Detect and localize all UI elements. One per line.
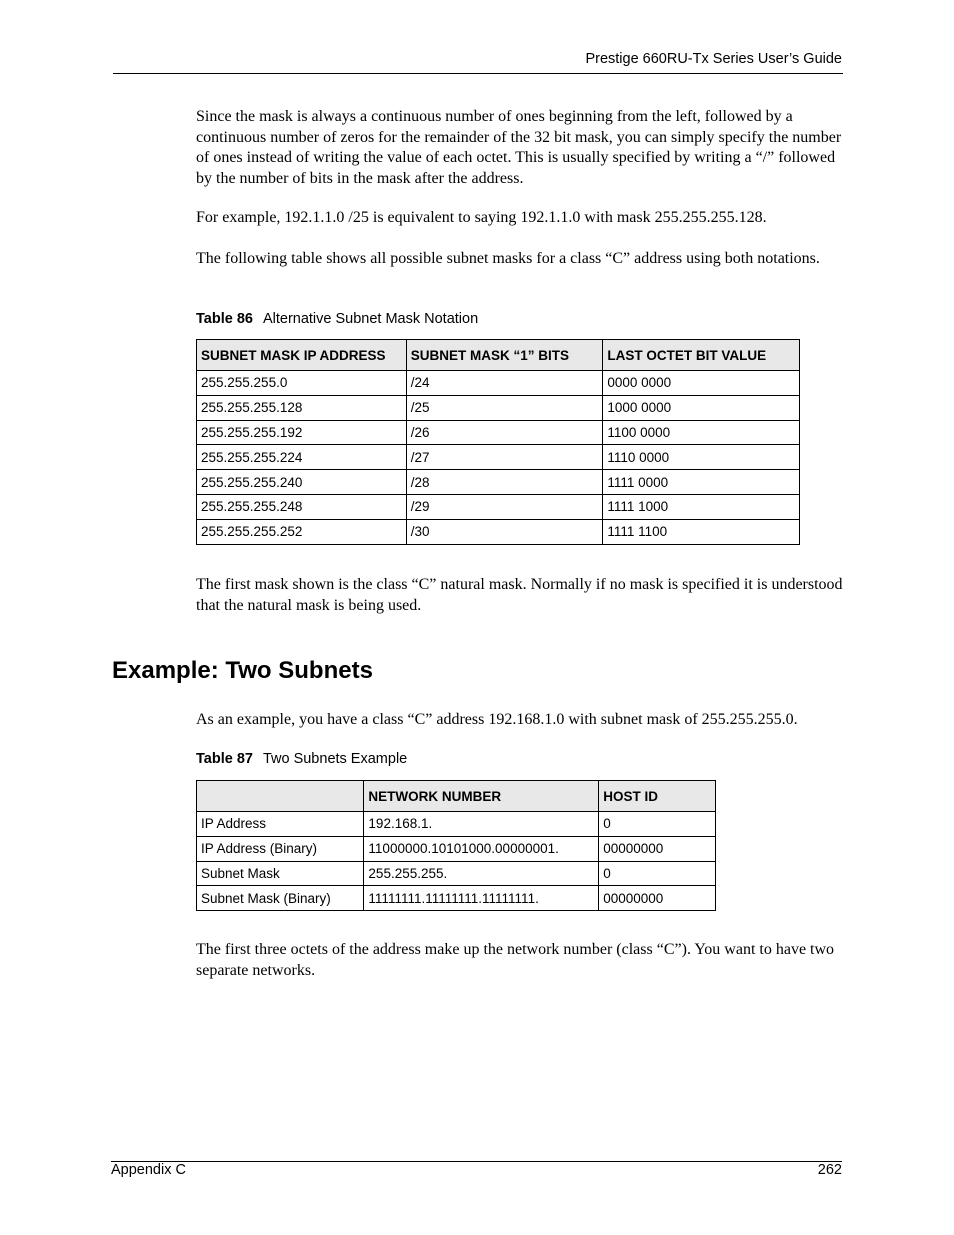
- table-row: [197, 886, 716, 911]
- table-cell: 255.255.255.0: [197, 371, 407, 396]
- table-cell: 255.255.255.128: [197, 395, 407, 420]
- page-number: 262: [817, 1162, 842, 1178]
- table-cell: 1111 1000: [603, 494, 800, 519]
- paragraph-network-number: The first three octets of the address make up the network number (class “C”). You want to have two separate networks.: [196, 941, 835, 979]
- table-cell: /25: [406, 395, 603, 420]
- table-cell: 1111 1100: [603, 519, 800, 544]
- column-header: HOST ID: [599, 781, 716, 812]
- table-cell: 0000 0000: [603, 371, 800, 396]
- table-cell: 1111 0000: [603, 470, 800, 495]
- table-cell: 255.255.255.: [364, 861, 599, 886]
- table-row: [197, 836, 716, 861]
- table-row: [197, 445, 800, 470]
- table-87: [196, 780, 716, 911]
- table-cell: 255.255.255.248: [197, 494, 407, 519]
- table-row: [197, 470, 800, 495]
- table-86-title: Alternative Subnet Mask Notation: [262, 311, 479, 327]
- table-cell: 11000000.10101000.00000001.: [364, 836, 599, 861]
- table-87-title: Two Subnets Example: [262, 751, 408, 767]
- table-cell: /30: [406, 519, 603, 544]
- table-cell: /26: [406, 420, 603, 445]
- table-87-caption: [196, 751, 407, 767]
- table-cell: 0: [599, 812, 716, 837]
- table-cell: 255.255.255.224: [197, 445, 407, 470]
- paragraph-natural-mask: The first mask shown is the class “C” natural mask. Normally if no mask is specified it is understood that the natural mask is being used.: [196, 576, 843, 614]
- column-header: LAST OCTET BIT VALUE: [603, 340, 800, 371]
- table-cell: /29: [406, 494, 603, 519]
- table-cell: Subnet Mask (Binary): [197, 886, 364, 911]
- table-cell: Subnet Mask: [197, 861, 364, 886]
- paragraph-mask-notation: Since the mask is always a continuous number of ones beginning from the left, followed by a continuous number of zeros for the remainder of the 32 bit mask, you can simply specify the number of ones instead of writing the value of each octet. This is usually specified by writing a “/” followed by the number of bits in the mask after the address.: [196, 108, 842, 187]
- table-header-row: [197, 340, 800, 371]
- table-cell: 11111111.11111111.11111111.: [364, 886, 599, 911]
- table-cell: 255.255.255.252: [197, 519, 407, 544]
- table-cell: /24: [406, 371, 603, 396]
- table-cell: 0: [599, 861, 716, 886]
- table-cell: 255.255.255.192: [197, 420, 407, 445]
- column-header: NETWORK NUMBER: [364, 781, 599, 812]
- footer-rule: [111, 1161, 842, 1162]
- column-header: SUBNET MASK “1” BITS: [406, 340, 603, 371]
- table-row: [197, 420, 800, 445]
- table-row: [197, 519, 800, 544]
- table-row: [197, 371, 800, 396]
- paragraph-example: For example, 192.1.1.0 /25 is equivalent to saying 192.1.1.0 with mask 255.255.255.128.: [196, 209, 767, 226]
- running-header: Prestige 660RU-Tx Series User’s Guide: [585, 51, 842, 67]
- column-header: [197, 781, 364, 812]
- table-87-number: Table 87: [196, 751, 253, 767]
- table-cell: 00000000: [599, 836, 716, 861]
- paragraph-two-subnets-intro: As an example, you have a class “C” address 192.168.1.0 with subnet mask of 255.255.255.0.: [196, 711, 798, 728]
- section-heading: Example: Two Subnets: [112, 657, 373, 684]
- table-cell: 1100 0000: [603, 420, 800, 445]
- table-86: [196, 339, 800, 545]
- table-cell: IP Address: [197, 812, 364, 837]
- table-cell: 1000 0000: [603, 395, 800, 420]
- table-row: [197, 812, 716, 837]
- table-row: [197, 494, 800, 519]
- paragraph-table-intro: The following table shows all possible subnet masks for a class “C” address using both notations.: [196, 250, 820, 267]
- table-cell: 192.168.1.: [364, 812, 599, 837]
- footer-appendix: Appendix C: [111, 1162, 186, 1178]
- table-cell: IP Address (Binary): [197, 836, 364, 861]
- header-rule: [113, 73, 843, 74]
- table-cell: 00000000: [599, 886, 716, 911]
- table-row: [197, 395, 800, 420]
- column-header: SUBNET MASK IP ADDRESS: [197, 340, 407, 371]
- table-cell: 1110 0000: [603, 445, 800, 470]
- table-cell: 255.255.255.240: [197, 470, 407, 495]
- table-row: [197, 861, 716, 886]
- table-cell: /28: [406, 470, 603, 495]
- table-86-number: Table 86: [196, 311, 253, 327]
- table-header-row: [197, 781, 716, 812]
- table-86-caption: [196, 311, 478, 327]
- table-cell: /27: [406, 445, 603, 470]
